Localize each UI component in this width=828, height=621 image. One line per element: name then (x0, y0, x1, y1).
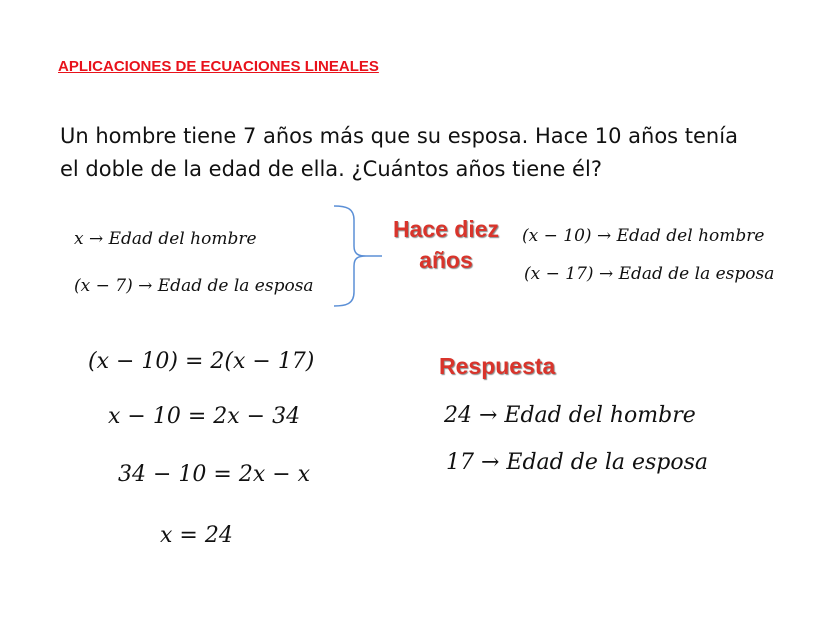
past-age-man: (x − 10) → Edad del hombre (522, 226, 765, 246)
time-shift-line-2: años (419, 247, 473, 273)
equation-step-2: x − 10 = 2x − 34 (108, 404, 301, 429)
equation-step-1: (x − 10) = 2(x − 17) (88, 349, 315, 374)
problem-line-1: Un hombre tiene 7 años más que su esposa. Hace 10 años tenía (60, 124, 738, 148)
equation-step-4: x = 24 (160, 523, 233, 548)
page-title: APLICACIONES DE ECUACIONES LINEALES (58, 58, 379, 75)
definition-man: x → Edad del hombre (74, 229, 257, 249)
answer-man: 24 → Edad del hombre (444, 403, 696, 428)
right-brace-icon (332, 204, 392, 308)
problem-line-2: el doble de la edad de ella. ¿Cuántos años tiene él? (60, 157, 602, 181)
problem-statement (60, 120, 800, 186)
answer-wife: 17 → Edad de la esposa (446, 450, 709, 475)
answer-heading: Respuesta (439, 353, 556, 379)
time-shift-label (386, 214, 506, 276)
equation-step-3: 34 − 10 = 2x − x (118, 462, 311, 487)
definition-wife: (x − 7) → Edad de la esposa (74, 276, 314, 296)
time-shift-line-1: Hace diez (392, 216, 500, 242)
past-age-wife: (x − 17) → Edad de la esposa (524, 264, 775, 284)
